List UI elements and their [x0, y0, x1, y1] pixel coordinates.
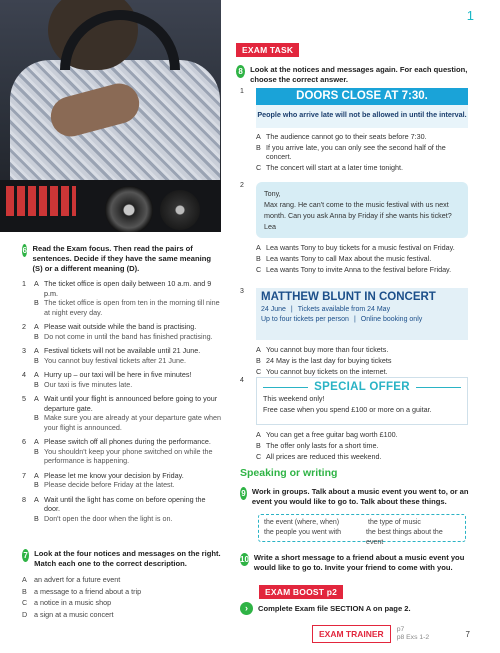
- letter-b: B: [34, 379, 39, 389]
- answer-text: The concert will start at a later time tonight.: [266, 163, 404, 173]
- answer-list: [256, 243, 470, 276]
- letter-a: A: [34, 370, 39, 379]
- exercise-10-instruction: Write a short message to a friend about a music event you would like to go to. Invite your friend to come with you.: [253, 553, 465, 572]
- answer-option: [256, 441, 470, 450]
- answer-option: [256, 254, 470, 263]
- sentence-b: You cannot buy festival tickets after 21 June.: [44, 355, 186, 365]
- pair-row-b: [22, 514, 222, 524]
- tickets-available: Tickets available from 24 May: [297, 306, 391, 313]
- pair-row-a: [22, 322, 222, 332]
- answer-option: [256, 430, 470, 439]
- pair-number: 5: [22, 394, 26, 403]
- trainer-ref-1: p7: [396, 626, 405, 633]
- exercise-number-9: 9: [241, 489, 246, 498]
- exam-trainer-label: EXAM TRAINER: [312, 625, 391, 643]
- letter-a: A: [34, 346, 39, 355]
- option-letter: C: [22, 598, 28, 607]
- option-text: a notice in a music shop: [34, 598, 112, 607]
- offer-line-2: Free case when you spend £100 or more on a guitar.: [263, 405, 432, 414]
- sentence-pair: [22, 279, 222, 317]
- sentence-a: The ticket office is open daily between 10 a.m. and 9 p.m.: [44, 279, 212, 298]
- sentence-pair: [22, 394, 222, 432]
- answer-text: Lea wants Tony to buy tickets for a music festival on Friday.: [266, 243, 455, 252]
- description-option: [22, 586, 222, 598]
- exercise-number-10: 10: [240, 555, 249, 564]
- sentence-pair: [22, 437, 222, 466]
- notice-special-offer: [256, 377, 468, 425]
- sentence-b: You shouldn't keep your phone switched on while the performance is happening.: [44, 446, 213, 465]
- pair-row-b: [22, 447, 222, 466]
- sentence-a: Wait until the light has come on before opening the door.: [44, 494, 206, 513]
- pair-number-blank: [22, 447, 34, 466]
- answer-letter: C: [256, 264, 262, 274]
- letter-b: B: [34, 480, 39, 489]
- letter-b: B: [34, 413, 39, 422]
- sentence-a: Hurry up – our taxi will be here in five minutes!: [44, 370, 192, 379]
- letter-b: B: [34, 355, 39, 365]
- answer-option: [256, 367, 470, 376]
- sentence-a: Please let me know your decision by Friday.: [44, 470, 184, 480]
- pair-row-b: [22, 413, 222, 432]
- offer-line-1: This weekend only!: [263, 394, 325, 403]
- pair-number-blank: [22, 298, 34, 317]
- answer-option: [256, 143, 470, 162]
- answer-text: You can get a free guitar bag worth £100.: [266, 430, 398, 439]
- arrow-right-icon: ›: [240, 602, 253, 615]
- sentence-b: Make sure you are already at your departure gate when your flight is announced.: [44, 413, 221, 432]
- sentence-pair: [22, 471, 222, 490]
- notice-title: SPECIAL OFFER: [314, 381, 410, 393]
- question-number: 3: [240, 288, 244, 295]
- pair-number: 8: [22, 494, 26, 504]
- exercise-number-7: 7: [23, 551, 28, 560]
- exercise-number-6: 6: [22, 246, 27, 255]
- message-body: Max rang. He can't come to the music festival with us next month. Can you ask Anna by Friday if she wants his ticket?: [264, 200, 452, 220]
- pair-row-b: [22, 356, 222, 366]
- answer-option: [256, 265, 470, 274]
- pair-row-b: [22, 298, 222, 317]
- letter-b: B: [34, 331, 39, 341]
- description-option: [22, 609, 222, 621]
- answer-letter: C: [256, 163, 262, 173]
- exercise-7-instruction: Look at the four notices and messages on the right. Match each one to the correct description.: [34, 549, 221, 568]
- question-number: 1: [240, 88, 244, 95]
- prompt-box: [258, 514, 466, 546]
- letter-a: A: [34, 322, 39, 331]
- pair-number: 7: [22, 470, 26, 480]
- exam-trainer-ref: [312, 625, 429, 643]
- letter-b: B: [34, 298, 39, 307]
- pair-row-b: [22, 332, 222, 342]
- answer-option: [256, 163, 470, 172]
- description-option: [22, 574, 222, 586]
- trainer-ref-2: p8 Exs 1-2: [396, 634, 430, 641]
- letter-a: A: [34, 437, 39, 446]
- pair-number: 3: [22, 346, 26, 355]
- option-text: a message to a friend about a trip: [34, 586, 142, 596]
- booking-info: Online booking only: [360, 316, 423, 323]
- exam-task: [236, 40, 472, 85]
- answer-text: Lea wants Tony to call Max about the music festival.: [266, 253, 432, 263]
- sentence-b: Do not come in until the band has finished practising.: [44, 331, 213, 341]
- question-number: 4: [240, 377, 244, 384]
- pair-row-a: [22, 471, 222, 481]
- pair-number: 4: [22, 370, 26, 379]
- sentence-b: The ticket office is open from ten in the morning till nine at night every day.: [44, 298, 220, 317]
- answer-list: [256, 132, 470, 174]
- complete-instruction: Complete Exam file SECTION A on page 2.: [258, 603, 411, 613]
- pair-row-b: [22, 480, 222, 490]
- section-heading: Speaking or writing: [240, 467, 338, 479]
- answer-list: [256, 430, 470, 463]
- letter-b: B: [34, 446, 39, 456]
- letter-a: A: [34, 394, 39, 403]
- letter-b: B: [34, 513, 39, 523]
- answer-letter: C: [256, 366, 262, 376]
- sentence-pair: [22, 322, 222, 341]
- exam-boost-tag: EXAM BOOST p2: [259, 585, 343, 599]
- pair-row-a: [22, 279, 222, 298]
- exercise-8-instruction: Look at the notices and messages again. For each question, choose the correct answer.: [250, 65, 468, 84]
- answer-text: Lea wants Tony to invite Anna to the festival before Friday.: [266, 264, 452, 274]
- option-letter: D: [22, 609, 28, 619]
- answer-letter: B: [256, 253, 261, 263]
- letter-a: A: [34, 470, 39, 480]
- answer-option: [256, 345, 470, 354]
- option-letter: B: [22, 586, 27, 596]
- sentence-a: Festival tickets will not be available until 21 June.: [44, 346, 201, 355]
- notice-concert: MATTHEW BLUNT IN CONCERT 24 June | Tickets available from 24 May Up to four tickets per person | Online booking only: [256, 288, 468, 340]
- question-number: 2: [240, 182, 244, 189]
- answer-text: If you arrive late, you can only see the second half of the concert.: [266, 142, 446, 162]
- pair-row-a: [22, 346, 222, 356]
- answer-text: You cannot buy more than four tickets.: [266, 345, 389, 354]
- sentence-b: Our taxi is five minutes late.: [44, 379, 133, 389]
- pair-row-a: [22, 437, 222, 447]
- answer-letter: A: [256, 132, 261, 141]
- exercise-number-8: 8: [236, 65, 245, 78]
- notice-title: DOORS CLOSE AT 7:30.: [256, 88, 468, 105]
- answer-option: [256, 132, 470, 141]
- exam-task-tag: EXAM TASK: [236, 43, 299, 57]
- notice-subtitle: People who arrive late will not be allowed in until the interval.: [257, 110, 467, 119]
- exercise-10: [240, 553, 472, 573]
- pair-row-a: [22, 495, 222, 514]
- sentence-pair: [22, 346, 222, 365]
- page-number-bottom: 7: [465, 630, 470, 639]
- pair-number-blank: [22, 332, 34, 342]
- divider: [416, 387, 461, 388]
- pair-row-a: [22, 370, 222, 380]
- prompt-item: the people you went with: [264, 529, 342, 536]
- answer-text: The audience cannot go to their seats before 7:30.: [266, 132, 427, 141]
- sentence-pairs: [22, 279, 222, 523]
- option-text: a sign at a music concert: [34, 609, 114, 619]
- answer-letter: B: [256, 440, 261, 450]
- answer-letter: A: [256, 345, 261, 354]
- description-list: [22, 574, 222, 620]
- letter-a: A: [34, 279, 39, 288]
- exercise-7: [22, 549, 222, 620]
- sentence-a: Please wait outside while the band is practising.: [44, 322, 197, 331]
- pair-number: 6: [22, 437, 26, 446]
- sentence-b: Please decide before Friday at the latest.: [44, 480, 175, 489]
- ticket-limit: Up to four tickets per person: [261, 316, 349, 323]
- prompt-item: the type of music: [368, 519, 421, 526]
- description-option: [22, 597, 222, 609]
- exercise-6: [22, 244, 222, 523]
- pair-number-blank: [22, 380, 34, 390]
- pair-number-blank: [22, 356, 34, 366]
- pair-number-blank: [22, 413, 34, 432]
- notice-title: MATTHEW BLUNT IN CONCERT: [261, 291, 436, 303]
- answer-letter: B: [256, 142, 261, 152]
- answer-text: You cannot buy tickets on the internet.: [266, 366, 388, 376]
- answer-option: [256, 356, 470, 365]
- answer-text: All prices are reduced this weekend.: [266, 451, 382, 461]
- page-number-top: 1: [466, 8, 474, 23]
- prompt-item: the event (where, when): [264, 519, 340, 526]
- sentence-pair: [22, 495, 222, 524]
- pair-number-blank: [22, 514, 34, 524]
- exercise-9: [240, 487, 472, 507]
- option-letter: A: [22, 575, 27, 584]
- answer-text: The offer only lasts for a short time.: [266, 440, 379, 450]
- exercise-9-instruction: Work in groups. Talk about a music event you went to, or an event you would like to go to. Talk about these things.: [251, 487, 469, 506]
- option-text: an advert for a future event: [34, 575, 121, 584]
- answer-letter: B: [256, 355, 261, 365]
- pair-number: 2: [22, 322, 26, 331]
- answer-option: [256, 243, 470, 252]
- dj-photo: [0, 0, 221, 232]
- prompt-item: the best things about the event: [366, 529, 443, 546]
- message-to: Tony,: [264, 189, 281, 198]
- answer-letter: C: [256, 451, 262, 461]
- notice-doors-close: [256, 88, 468, 128]
- answer-option: [256, 452, 470, 461]
- answer-list: [256, 345, 470, 378]
- concert-date: 24 June: [261, 306, 286, 313]
- answer-letter: A: [256, 430, 261, 439]
- sentence-a: Wait until your flight is announced before going to your departure gate.: [44, 394, 218, 413]
- sentence-pair: [22, 370, 222, 389]
- exercise-6-instruction: Read the Exam focus. Then read the pairs of sentences. Decide if they have the same meaning (S) or a different meaning (D).: [32, 244, 212, 273]
- message-from: Lea: [264, 222, 276, 231]
- answer-letter: A: [256, 243, 261, 252]
- pair-row-a: [22, 394, 222, 413]
- letter-a: A: [34, 494, 39, 504]
- sentence-b: Don't open the door when the light is on.: [44, 513, 173, 523]
- exam-file-link: [240, 602, 411, 615]
- sentence-a: Please switch off all phones during the performance.: [44, 437, 211, 446]
- pair-number: 1: [22, 279, 26, 288]
- answer-text: 24 May is the last day for buying tickets: [266, 355, 392, 365]
- pair-number-blank: [22, 480, 34, 490]
- pair-row-b: [22, 380, 222, 390]
- divider: [263, 387, 308, 388]
- message-note: [256, 182, 468, 238]
